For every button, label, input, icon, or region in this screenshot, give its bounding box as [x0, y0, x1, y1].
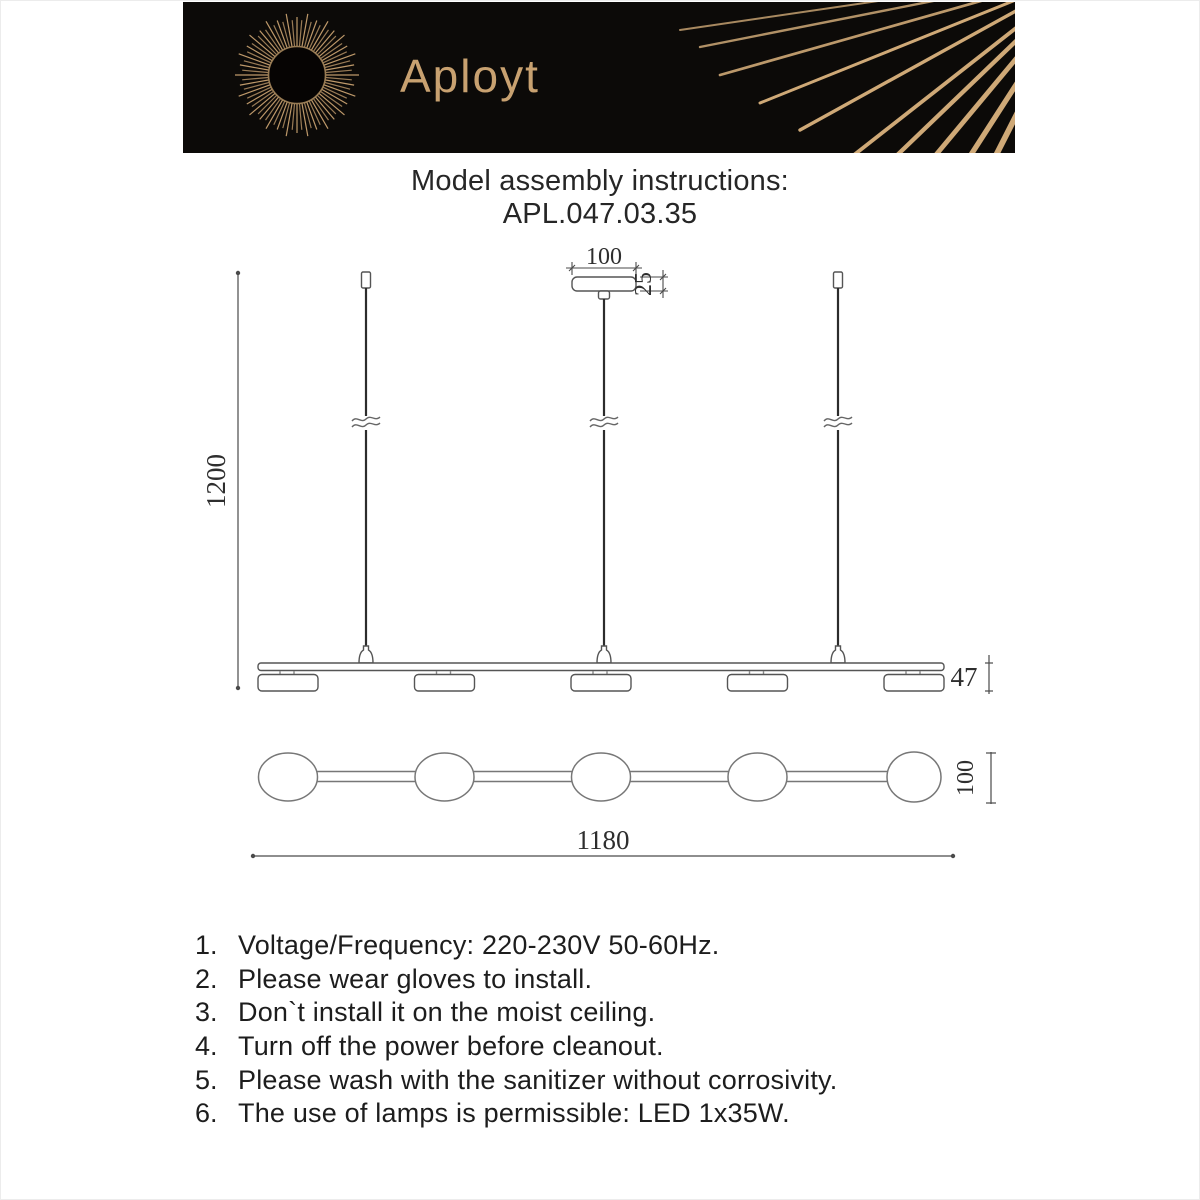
instruction-number: 6. [195, 1098, 218, 1129]
cable-break-center [590, 417, 618, 427]
cable-break-left [352, 417, 380, 427]
instruction-text: Voltage/Frequency: 220-230V 50-60Hz. [238, 930, 720, 961]
dim-shade-diameter-line [986, 752, 996, 804]
instruction-number: 5. [195, 1064, 218, 1095]
ceiling-mount-left [362, 272, 371, 288]
cable-cone-center [597, 646, 611, 663]
instruction-item [195, 1030, 1075, 1064]
lamp-shade-circle [728, 753, 787, 801]
lamp-head [571, 671, 631, 691]
instruction-number: 1. [195, 930, 218, 961]
instructions-list [195, 929, 1075, 1131]
dim-shade-diameter: 100 [953, 760, 979, 796]
lamp-shade-circle [259, 753, 318, 801]
bottom-view [251, 752, 996, 858]
instruction-number: 3. [195, 997, 218, 1028]
dim-suspension-height: 1200 [201, 454, 231, 508]
lamp-shade-circle [415, 753, 474, 801]
instruction-item [195, 1097, 1075, 1131]
instruction-text: The use of lamps is permissible: LED 1x35W. [238, 1098, 790, 1129]
instruction-item [195, 1063, 1075, 1097]
instruction-item [195, 963, 1075, 997]
dim-fixture-height: 47 [950, 662, 978, 692]
dim-canopy-height: 25 [631, 272, 657, 296]
instruction-text: Please wear gloves to install. [238, 963, 593, 994]
instruction-item [195, 929, 1075, 963]
dim-total-width: 1180 [576, 825, 630, 855]
lamp-shade-circle [887, 752, 941, 802]
brand-logo-text: Aployt [400, 50, 540, 102]
dim-fixture-height-line [985, 655, 993, 694]
ceiling-mount-right [834, 272, 843, 288]
cable-cone-right [831, 646, 845, 663]
dim-canopy-width: 100 [586, 244, 622, 270]
light-bar [258, 663, 944, 671]
lamp-heads [258, 671, 944, 691]
side-view [201, 244, 993, 694]
lamp-head [884, 671, 944, 691]
instruction-text: Please wash with the sanitizer without corrosivity. [238, 1064, 838, 1095]
instruction-number: 4. [195, 1031, 218, 1062]
lamp-head [728, 671, 788, 691]
instruction-number: 2. [195, 963, 218, 994]
cable-cone-left [359, 646, 373, 663]
instruction-item [195, 996, 1075, 1030]
instruction-text: Don`t install it on the moist ceiling. [238, 997, 656, 1028]
dim-suspension-height-line [236, 271, 240, 690]
instruction-text: Turn off the power before cleanout. [238, 1031, 664, 1062]
model-number: APL.047.03.35 [502, 198, 698, 230]
lamp-head [258, 671, 318, 691]
cable-break-right [824, 417, 852, 427]
canopy [572, 277, 636, 299]
lamp-shade-circle [572, 753, 631, 801]
lamp-head [415, 671, 475, 691]
page-title: Model assembly instructions: [411, 165, 789, 197]
